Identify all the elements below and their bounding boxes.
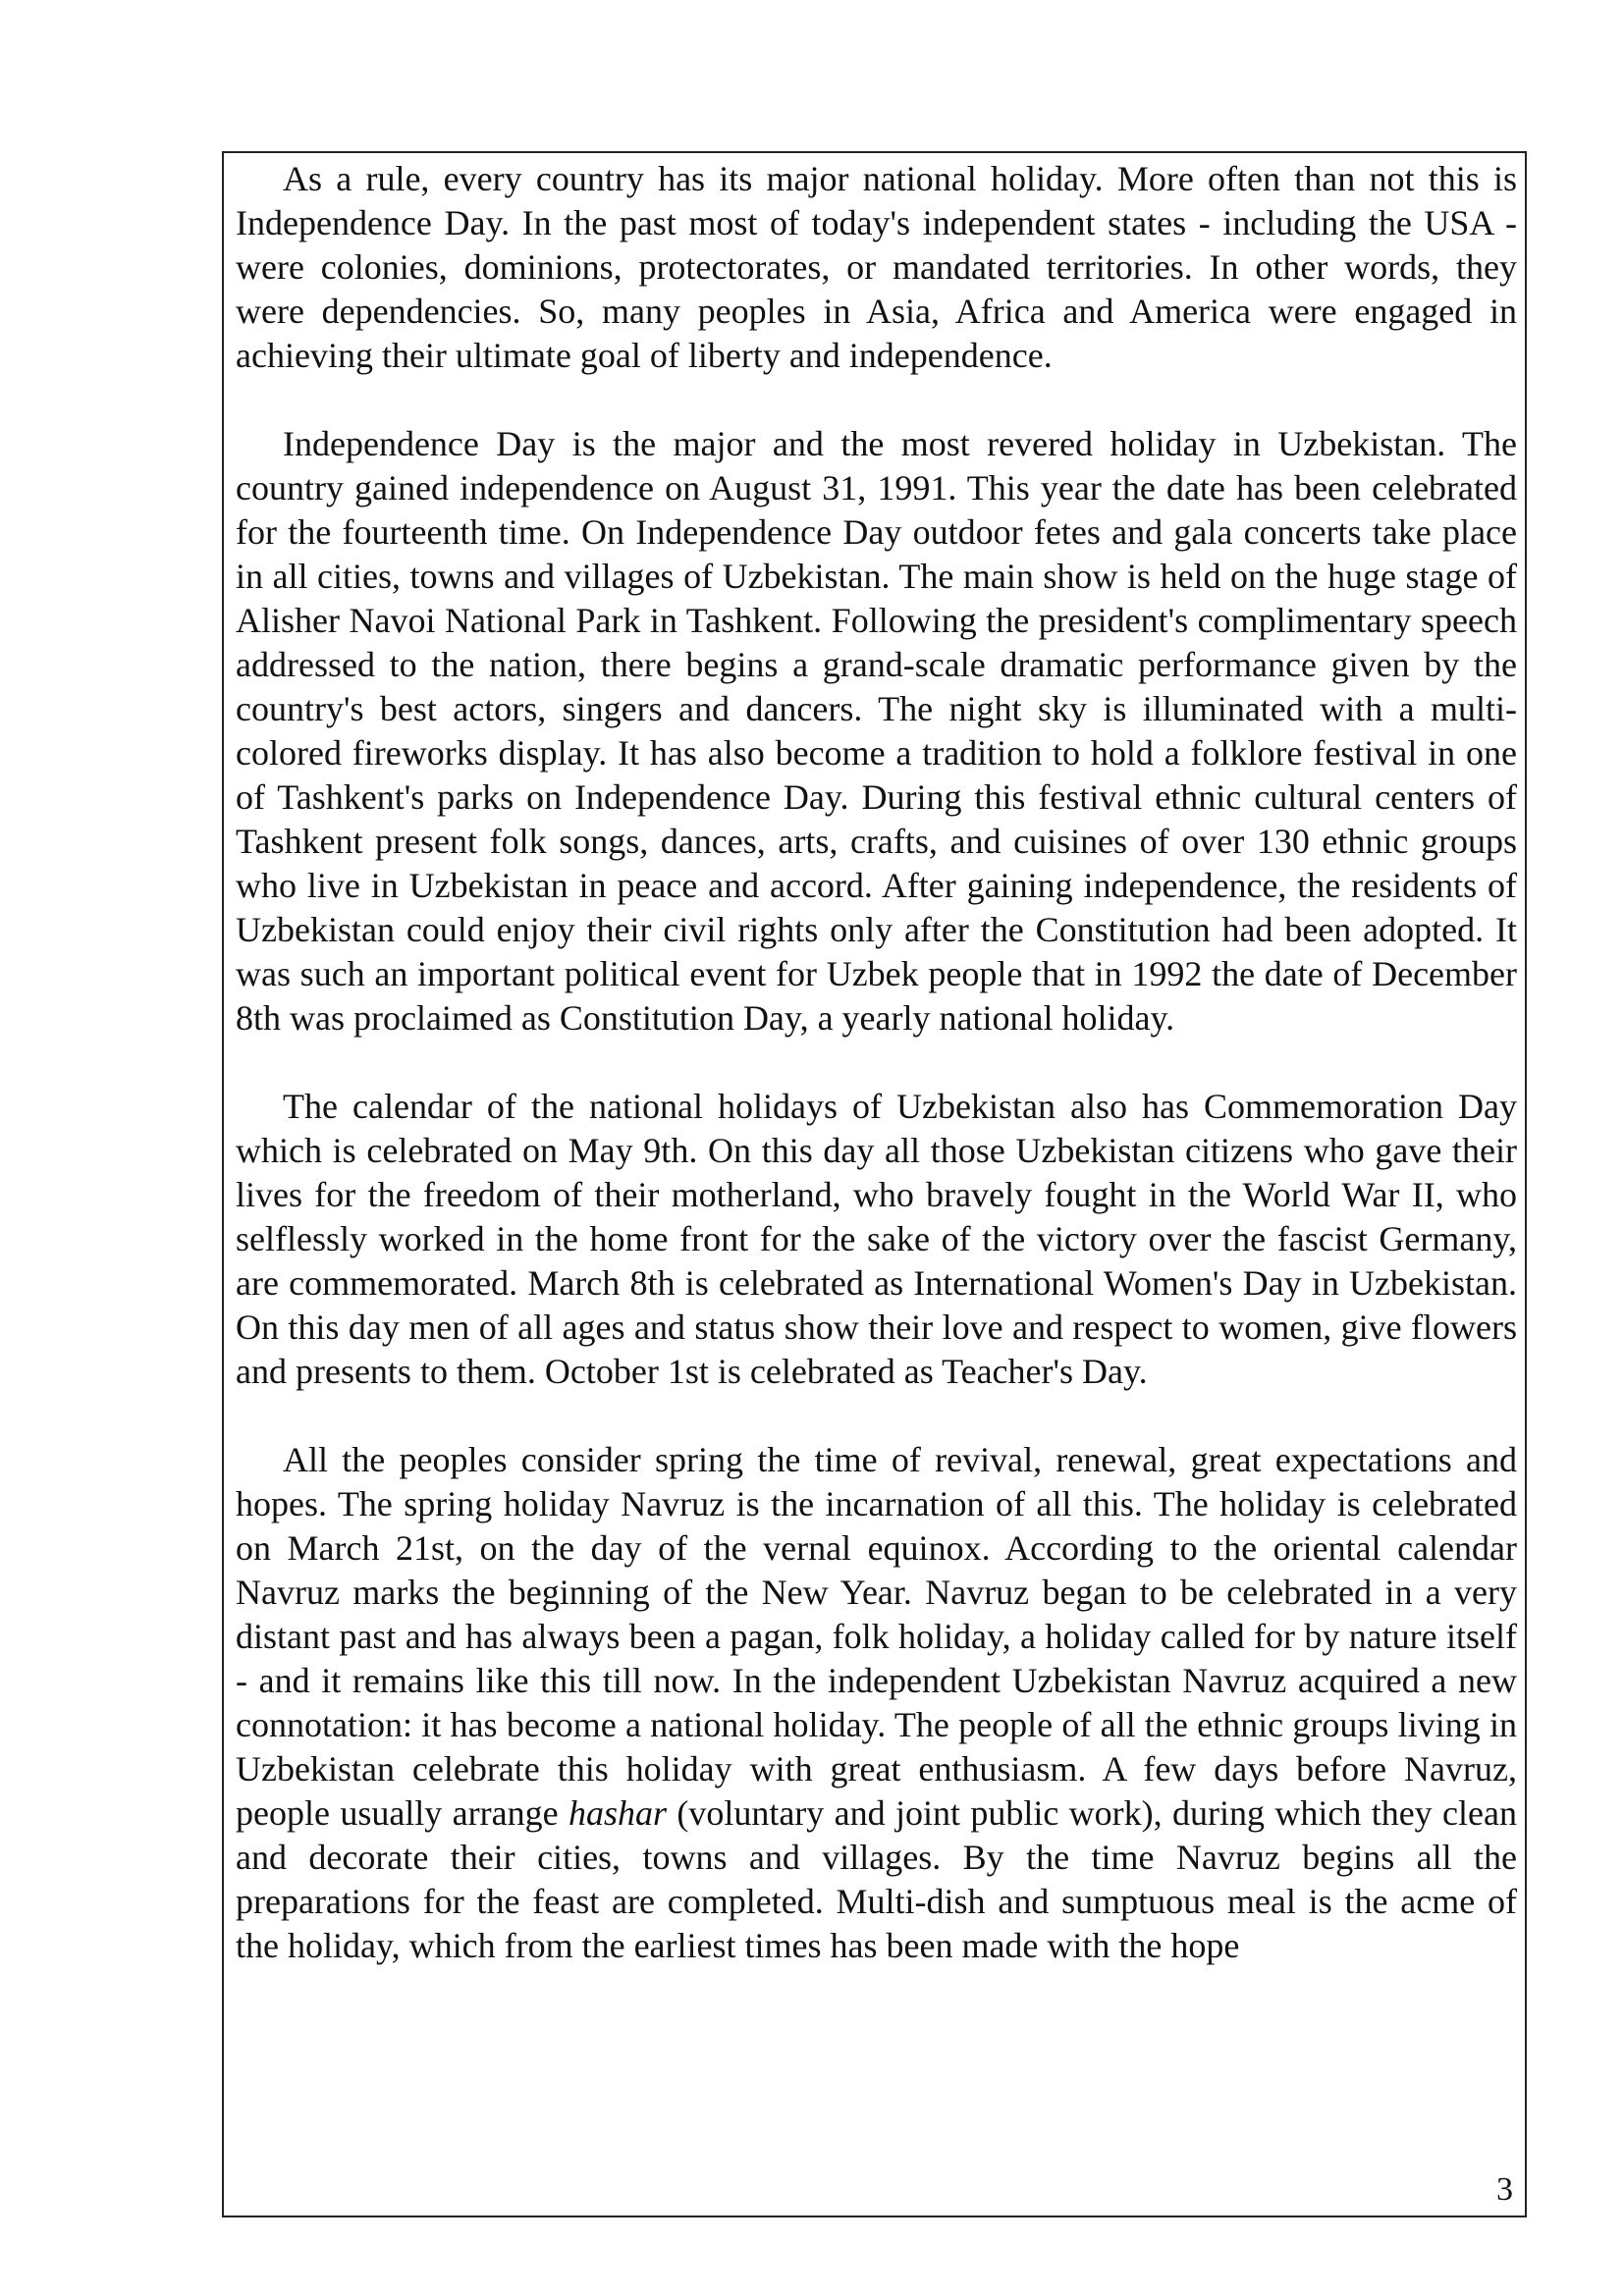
page-frame bbox=[222, 151, 1527, 2217]
paragraph-national-holiday: As a rule, every country has its major national holiday. More often than not this is Independence Day. In the past most of today's independent states - including the USA - were colonies, dominions, protectorates, or mandated territories. In other words, they were dependencies. So, many peoples in Asia, Africa and America were engaged in achieving their ultimate goal of liberty and independence. bbox=[236, 159, 1517, 375]
page-number: 3 bbox=[1496, 2171, 1513, 2208]
paragraph-independence-day: Independence Day is the major and the most revered holiday in Uzbekistan. The country gained independence on August 31, 1991. This year the date has been celebrated for the fourteenth time. On Independence Day outdoor fetes and gala concerts take place in all cities, towns and villages of Uzbekistan. The main show is held on the huge stage of Alisher Navoi National Park in Tashkent. Following the president's complimentary speech addressed to the nation, there begins a grand-scale dramatic performance given by the country's best actors, singers and dancers. The night sky is illuminated with a multi-colored fireworks display. It has also become a tradition to hold a folklore festival in one of Tashkent's parks on Independence Day. During this festival ethnic cultural centers of Tashkent present folk songs, dances, arts, crafts, and cuisines of over 130 ethnic groups who live in Uzbekistan in peace and accord. After gaining independence, the residents of Uzbekistan could enjoy their civil rights only after the Constitution had been adopted. It was such an important political event for Uzbek people that in 1992 the date of December 8th was proclaimed as Constitution Day, a yearly national holiday. bbox=[236, 424, 1517, 1038]
navruz-text-before-italic: All the peoples consider spring the time of revival, renewal, great expectations and hopes. The spring holiday Navruz is the incarnation of all this. The holiday is celebrated on March 21st, on the day of the vernal equinox. According to the oriental calendar Navruz marks the beginning of the New Year. Navruz began to be celebrated in a very distant past and has always been a pagan, folk holiday, a holiday called for by nature itself - and it remains like this till now. In the independent Uzbekistan Navruz acquired a new connotation: it has become a national holiday. The people of all the ethnic groups living in Uzbekistan celebrate this holiday with great enthusiasm. A few days before Navruz, people usually arrange bbox=[236, 1440, 1517, 1833]
paragraph-navruz bbox=[236, 1438, 1517, 1968]
paragraph-commemoration-day: The calendar of the national holidays of Uzbekistan also has Commemoration Day which is celebrated on May 9th. On this day all those Uzbekistan citizens who gave their lives for the freedom of their motherland, who bravely fought in the World War II, who selflessly worked in the home front for the sake of the victory over the fascist Germany, are commemorated. March 8th is celebrated as International Women's Day in Uzbekistan. On this day men of all ages and status show their love and respect to women, give flowers and presents to them. October 1st is celebrated as Teacher's Day. bbox=[236, 1087, 1517, 1391]
navruz-text-after-italic: (voluntary and joint public work), during which they clean and decorate their cities, towns and villages. By the time Navruz begins all the preparations for the feast are completed. Multi-dish and sumptuous meal is the acme of the holiday, which from the earliest times has been made with the hope bbox=[236, 1793, 1517, 1965]
navruz-italic-term: hashar bbox=[568, 1793, 667, 1833]
document-body bbox=[236, 157, 1517, 1968]
